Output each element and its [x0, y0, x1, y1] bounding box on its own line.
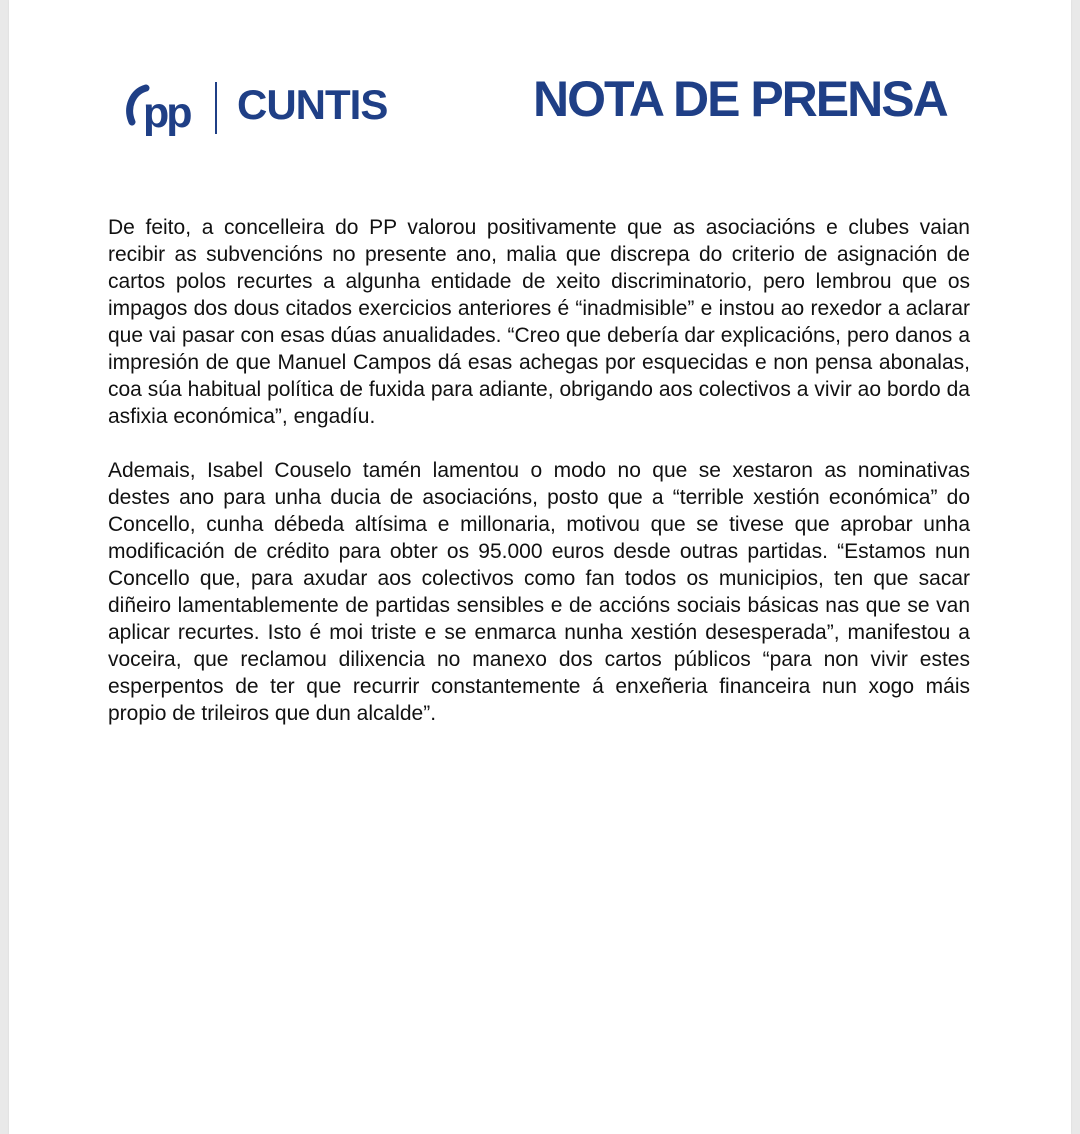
logo-text: CUNTIS	[237, 81, 388, 128]
document-header	[9, 0, 1071, 160]
logo-divider	[215, 82, 217, 134]
document-page	[9, 0, 1071, 1134]
paragraph: De feito, a concelleira do PP valorou positivamente que as asociacións e clubes vaian recibir as subvencións no presente ano, malia que discrepa do criterio de asignación de cartos polos recurtes a algunha entidade de xeito discriminatorio, pero lembrou que os impagos dos dous citados exercicios anteriores é “inadmisible” e instou ao rexedor a aclarar que vai pasar con esas dúas anualidades. “Creo que debería dar explicacións, pero danos a impresión de que Manuel Campos dá esas achegas por esquecidas e non pensa abonalas, coa súa habitual política de fuxida para adiante, obrigando aos colectivos a vivir ao bordo da asfixia económica”, engadíu.	[108, 216, 970, 428]
press-release-title: NOTA DE PRENSA	[533, 71, 947, 127]
document-body	[108, 214, 970, 727]
svg-text:pp: pp	[143, 89, 190, 137]
pp-logo-icon	[122, 80, 212, 138]
paragraph: Ademais, Isabel Couselo tamén lamentou o modo no que se xestaron as nominativas destes ano para unha ducia de asociacións, posto que a “terrible xestión económica” do Concello, cunha débeda altísima e millonaria, motivou que se tivese que aprobar unha modificación de crédito para obter os 95.000 euros desde outras partidas. “Estamos nun Concello que, para axudar aos colectivos como fan todos os municipios, ten que sacar diñeiro lamentablemente de partidas sensibles e de accións sociais básicas nas que se van aplicar recurtes. Isto é moi triste e se enmarca nunha xestión desesperada”, manifestou a voceira, que reclamou dilixencia no manexo dos cartos públicos “para non vivir estes esperpentos de ter que recurrir constantemente á enxeñeria financeira nun xogo máis propio de trileiros que dun alcalde”.	[108, 459, 970, 725]
